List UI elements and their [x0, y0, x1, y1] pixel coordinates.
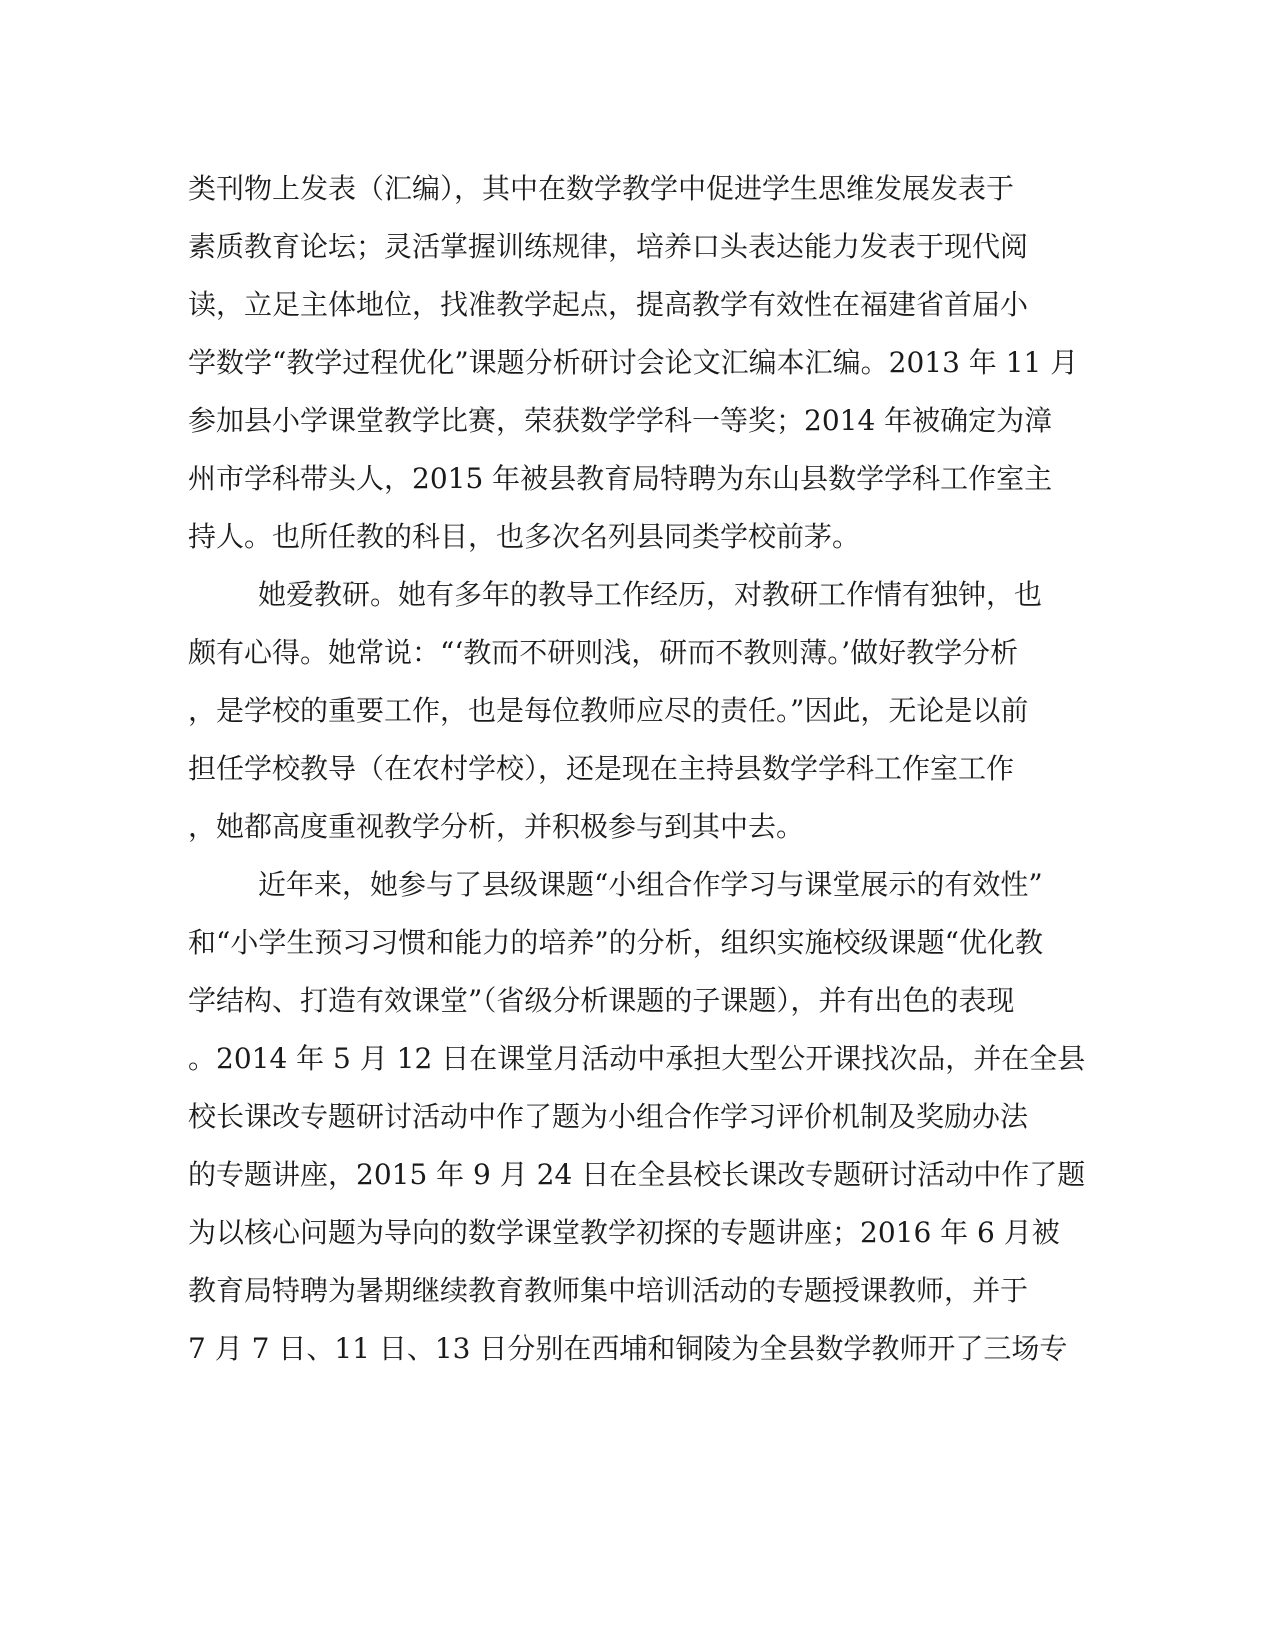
text-line: 和“小学生预习习惯和能力的培养”的分析，组织实施校级课题“优化教: [188, 926, 1043, 959]
paragraph-continued: [188, 160, 1079, 566]
text-line: 她爱教研。她有多年的教导工作经历，对教研工作情有独钟，也: [258, 578, 1043, 611]
text-line: ，是学校的重要工作，也是每位教师应尽的责任。”因此，无论是以前: [188, 694, 1029, 727]
text-line: 素质教育论坛；灵活掌握训练规律，培养口头表达能力发表于现代阅: [188, 230, 1029, 263]
text-line: 持人。也所任教的科目，也多次名列县同类学校前茅。: [188, 520, 861, 553]
body-text: [188, 160, 1086, 1378]
text-line: 7 月 7 日、11 日、13 日分别在西埔和铜陵为全县数学教师开了三场专: [188, 1332, 1068, 1365]
text-line: 为以核心问题为导向的数学课堂教学初探的专题讲座；2016 年 6 月被: [188, 1216, 1060, 1249]
text-line: 校长课改专题研讨活动中作了题为小组合作学习评价机制及奖励办法: [188, 1100, 1029, 1133]
text-line: 。2014 年 5 月 12 日在课堂月活动中承担大型公开课找次品，并在全县: [188, 1042, 1086, 1075]
text-line: 学数学“教学过程优化”课题分析研讨会论文汇编本汇编。2013 年 11 月: [188, 346, 1079, 379]
text-line: ，她都高度重视教学分析，并积极参与到其中去。: [188, 810, 805, 843]
paragraph-recent-years: [188, 856, 1086, 1378]
text-line: 州市学科带头人，2015 年被县教育局特聘为东山县数学学科工作室主: [188, 462, 1053, 495]
paragraph-teaching-research: [188, 566, 1048, 856]
text-line: 参加县小学课堂教学比赛，荣获数学学科一等奖；2014 年被确定为漳: [188, 404, 1053, 437]
text-line: 近年来，她参与了县级课题“小组合作学习与课堂展示的有效性”: [258, 868, 1043, 901]
text-line: 担任学校教导（在农村学校），还是现在主持县数学学科工作室工作: [188, 752, 1015, 785]
text-line: 读，立足主体地位，找准教学起点，提高教学有效性在福建省首届小: [188, 288, 1029, 321]
text-line: 颇有心得。她常说：“‘教而不研则浅，研而不教则薄。’做好教学分析: [188, 636, 1019, 669]
text-line: 类刊物上发表（汇编），其中在数学教学中促进学生思维发展发表于: [188, 172, 1015, 205]
text-line: 的专题讲座，2015 年 9 月 24 日在全县校长课改专题研讨活动中作了题: [188, 1158, 1086, 1191]
text-line: 学结构、打造有效课堂”（省级分析课题的子课题），并有出色的表现: [188, 984, 1015, 1017]
text-line: 教育局特聘为暑期继续教育教师集中培训活动的专题授课教师，并于: [188, 1274, 1029, 1307]
